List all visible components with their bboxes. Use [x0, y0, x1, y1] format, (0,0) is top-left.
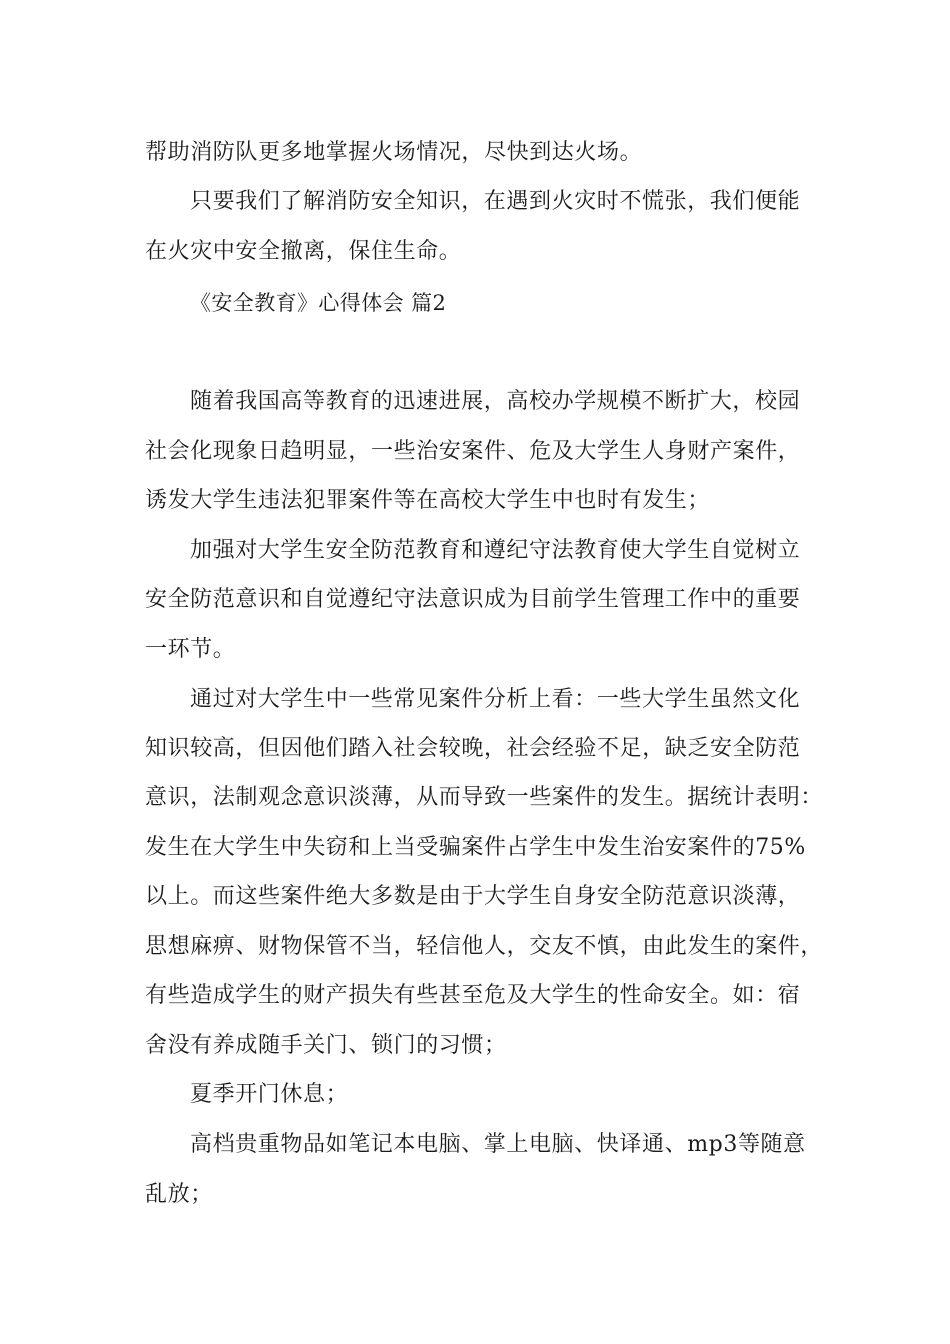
- text-line: 以上。而这些案件绝大多数是由于大学生自身安全防范意识淡薄，: [145, 884, 801, 909]
- text-line: 发生在大学生中失窃和上当受骗案件占学生中发生治安案件的75%: [145, 835, 806, 860]
- text-line: 随着我国高等教育的迅速进展，高校办学规模不断扩大，校园: [190, 389, 801, 414]
- text-line: 思想麻痹、财物保管不当，轻信他人，交友不慎，由此发生的案件，: [145, 934, 824, 959]
- text-line: 通过对大学生中一些常见案件分析上看：一些大学生虽然文化: [190, 687, 801, 712]
- text-line: 安全防范意识和自觉遵纪守法意识成为目前学生管理工作中的重要: [145, 587, 801, 612]
- text-line: 在火灾中安全撤离，保住生命。: [145, 239, 462, 264]
- text-line: 有些造成学生的财产损失有些甚至危及大学生的性命安全。如：宿: [145, 983, 801, 1008]
- text-line: 夏季开门休息；: [190, 1082, 349, 1107]
- text-line: 高档贵重物品如笔记本电脑、掌上电脑、快译通、mp3等随意: [190, 1132, 806, 1157]
- text-line: 一环节。: [145, 637, 236, 662]
- text-line: 知识较高，但因他们踏入社会较晚，社会经验不足，缺乏安全防范: [145, 736, 801, 761]
- text-line: 意识，法制观念意识淡薄，从而导致一些案件的发生。据统计表明：: [145, 785, 824, 810]
- text-line: 只要我们了解消防安全知识，在遇到火灾时不慌张，我们便能: [190, 189, 801, 214]
- text-line: 舍没有养成随手关门、锁门的习惯；: [145, 1033, 507, 1058]
- text-line: 社会化现象日趋明显，一些治安案件、危及大学生人身财产案件，: [145, 439, 801, 464]
- text-line: 帮助消防队更多地掌握火场情况，尽快到达火场。: [145, 140, 643, 165]
- text-line: 加强对大学生安全防范教育和遵纪守法教育使大学生自觉树立: [190, 538, 801, 563]
- text-line: 诱发大学生违法犯罪案件等在高校大学生中也时有发生；: [145, 488, 711, 513]
- text-line: 乱放；: [145, 1182, 213, 1207]
- section-heading: 《安全教育》心得体会 篇2: [190, 291, 447, 315]
